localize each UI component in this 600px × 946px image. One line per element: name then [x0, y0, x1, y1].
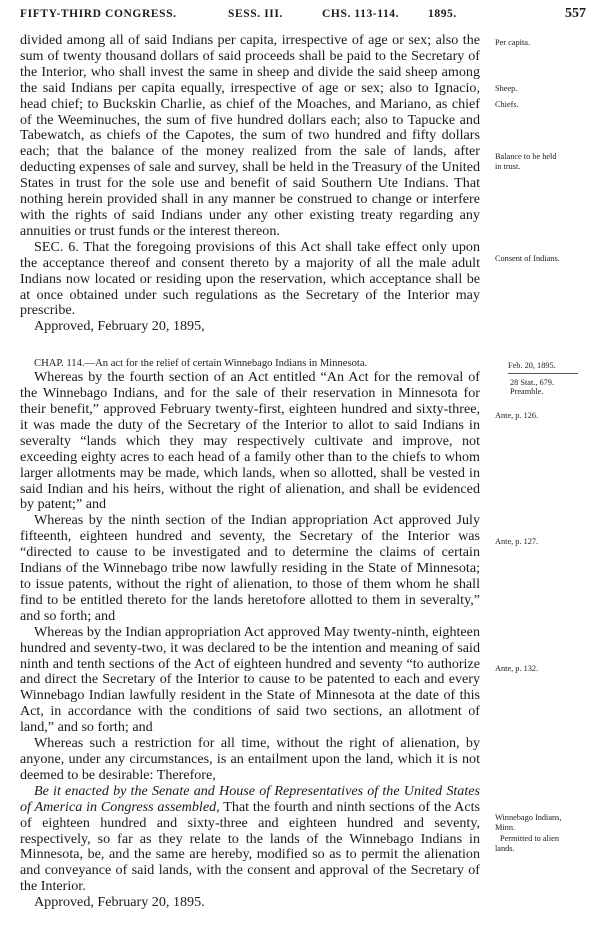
- margin-note-date: Feb. 20, 1895.: [508, 361, 578, 374]
- page-body: [20, 33, 480, 911]
- margin-note-balance-line2: in trust.: [495, 161, 521, 171]
- margin-note-consent: Consent of Indians.: [495, 254, 560, 263]
- chapter-title: CHAP. 114.—An act for the relief of certain Winnebago Indians in Minnesota.: [34, 358, 368, 370]
- margin-note-sheep: Sheep.: [495, 84, 518, 93]
- section-6-text: That the foregoing provisions of this Act shall take effect only upon the acceptance thereof and consent thereto by a majority of all the male adult Indians now located or residing upon the reservation, which acceptance shall be at once obtained under such regulations as the Secretary of the Interior may prescribe.: [20, 238, 480, 319]
- year-label: 1895.: [428, 8, 457, 20]
- margin-note-permitted: [495, 834, 559, 853]
- approval-line-1: Approved, February 20, 1895,: [34, 318, 205, 335]
- running-header: [20, 8, 586, 26]
- page-number: 557: [565, 6, 586, 21]
- congress-label: FIFTY-THIRD CONGRESS.: [20, 8, 177, 20]
- approval-line-2: Approved, February 20, 1895.: [34, 894, 205, 911]
- margin-note-statute: 28 Stat., 679.: [510, 378, 555, 387]
- margin-note-permitted-line2: lands.: [495, 843, 515, 853]
- whereas-3: Whereas by the Indian appropriation Act approved May twenty-ninth, eighteen hundred and seventy-two, it was declared to be the intention and meaning of said ninth and tenth sections of the Act of eighteen hundred and seventy “to authorize and direct the Secretary of the Interior to cause to be patented to each and every Winnebago Indian lawfully resident in the State of Minnesota at the date of this Act, in accordance with the conditions of said two sections, an allotment of land,” and so forth; and: [20, 623, 480, 736]
- margin-note-preamble: Preamble.: [510, 387, 544, 396]
- margin-note-winnebago-line2: Minn.: [495, 822, 516, 832]
- margin-note-winnebago-line1: Winnebago Indians,: [495, 813, 562, 822]
- paragraph-proceeds: divided among all of said Indians per capita, irrespective of age or sex; also the sum of twenty thousand dollars of said proceeds shall be paid to the Secretary of the Interior, who shall invest the same in sheep and divide the said sheep among the said Indians per capita equally, irrespective of age or sex; also to Ignacio, head chief; to Buckskin Charlie, as chief of the Moaches, and Mariano, as chief of the Weeminuches, the sum of five hundred dollars each; also to Tapucke and Tabewatch, as chiefs of the Capotes, the sum of two hundred and fifty dollars each; that the balance of the money realized from the sale of lands, after deducting expenses of sale and survey, shall be held in the Treasury of the United States in trust for the sole use and benefit of said Southern Ute Indians. That nothing herein provided shall in any manner be construed to change or interfere with the rights of said Indians under any other existing treaty regarding any annuities or trust funds or the interest thereon.: [20, 32, 480, 239]
- enacting-text: That the fourth and ninth sections of the Acts of eighteen hundred and sixty-three and eighteen hundred and seventy, respectively, so far as they relate to the lands of the Winnebago Indians in Minnesota, be, and the same are hereby, modified so as to permit the alienation and conveyance of said lands, with the consent and approval of the Secretary of the Interior.: [20, 798, 480, 895]
- margin-note-ante-127: Ante, p. 127.: [495, 537, 539, 546]
- chapters-label: CHS. 113-114.: [322, 8, 400, 20]
- margin-note-ante-132: Ante, p. 132.: [495, 664, 539, 673]
- session-label: SESS. III.: [228, 8, 283, 20]
- margin-note-permitted-line1: Permitted to alien: [500, 834, 559, 843]
- enacting-formula: Be it enacted by the Senate and House of Representatives of the United States of America in Congress assembled,: [20, 782, 480, 815]
- section-6: [20, 240, 480, 320]
- whereas-1: Whereas by the fourth section of an Act entitled “An Act for the removal of the Winnebago Indians, and for the sale of their reservation in Minnesota for their benefit,” approved February twenty-first, eighteen hundred and sixty-three, it was made the duty of the Secretary of the Interior to allot to said Indians in severalty “lands which they may respectively cultivate and improve, not exceeding eighty acres to each head of a family other than to the chiefs to whom larger allotments may be made, which lands, when so allotted, shall be vested in said Indian and his heirs, without the right of alienation, and shall be evidenced by patent;” and: [20, 369, 480, 513]
- margin-note-chiefs: Chiefs.: [495, 100, 519, 109]
- margin-note-balance-line1: Balance to be held: [495, 152, 557, 161]
- margin-note-per-capita: Per capita.: [495, 38, 531, 47]
- whereas-2: Whereas by the ninth section of the Indian appropriation Act approved July fifteenth, eighteen hundred and seventy, the Secretary of the Interior was “directed to cause to be investigated and to determine the claims of certain Indians of the Winnebago tribe now lawfully residing in the State of Minnesota; to issue patents, without the right of alienation, to those of them whom he shall find to be entitled thereto for the lands heretofore allotted to them in severalty,” and so forth; and: [20, 512, 480, 624]
- whereas-4: Whereas such a restriction for all time, without the right of alienation, by anyone, under any circumstances, is an entailment upon the land, which it is not deemed to be desirable: Therefore,: [20, 735, 480, 783]
- enacting-clause: [20, 784, 480, 895]
- margin-note-balance: [495, 152, 557, 171]
- margin-note-winnebago: [495, 813, 561, 832]
- margin-note-ante-126: Ante, p. 126.: [495, 411, 539, 420]
- section-6-label: SEC. 6.: [34, 238, 79, 255]
